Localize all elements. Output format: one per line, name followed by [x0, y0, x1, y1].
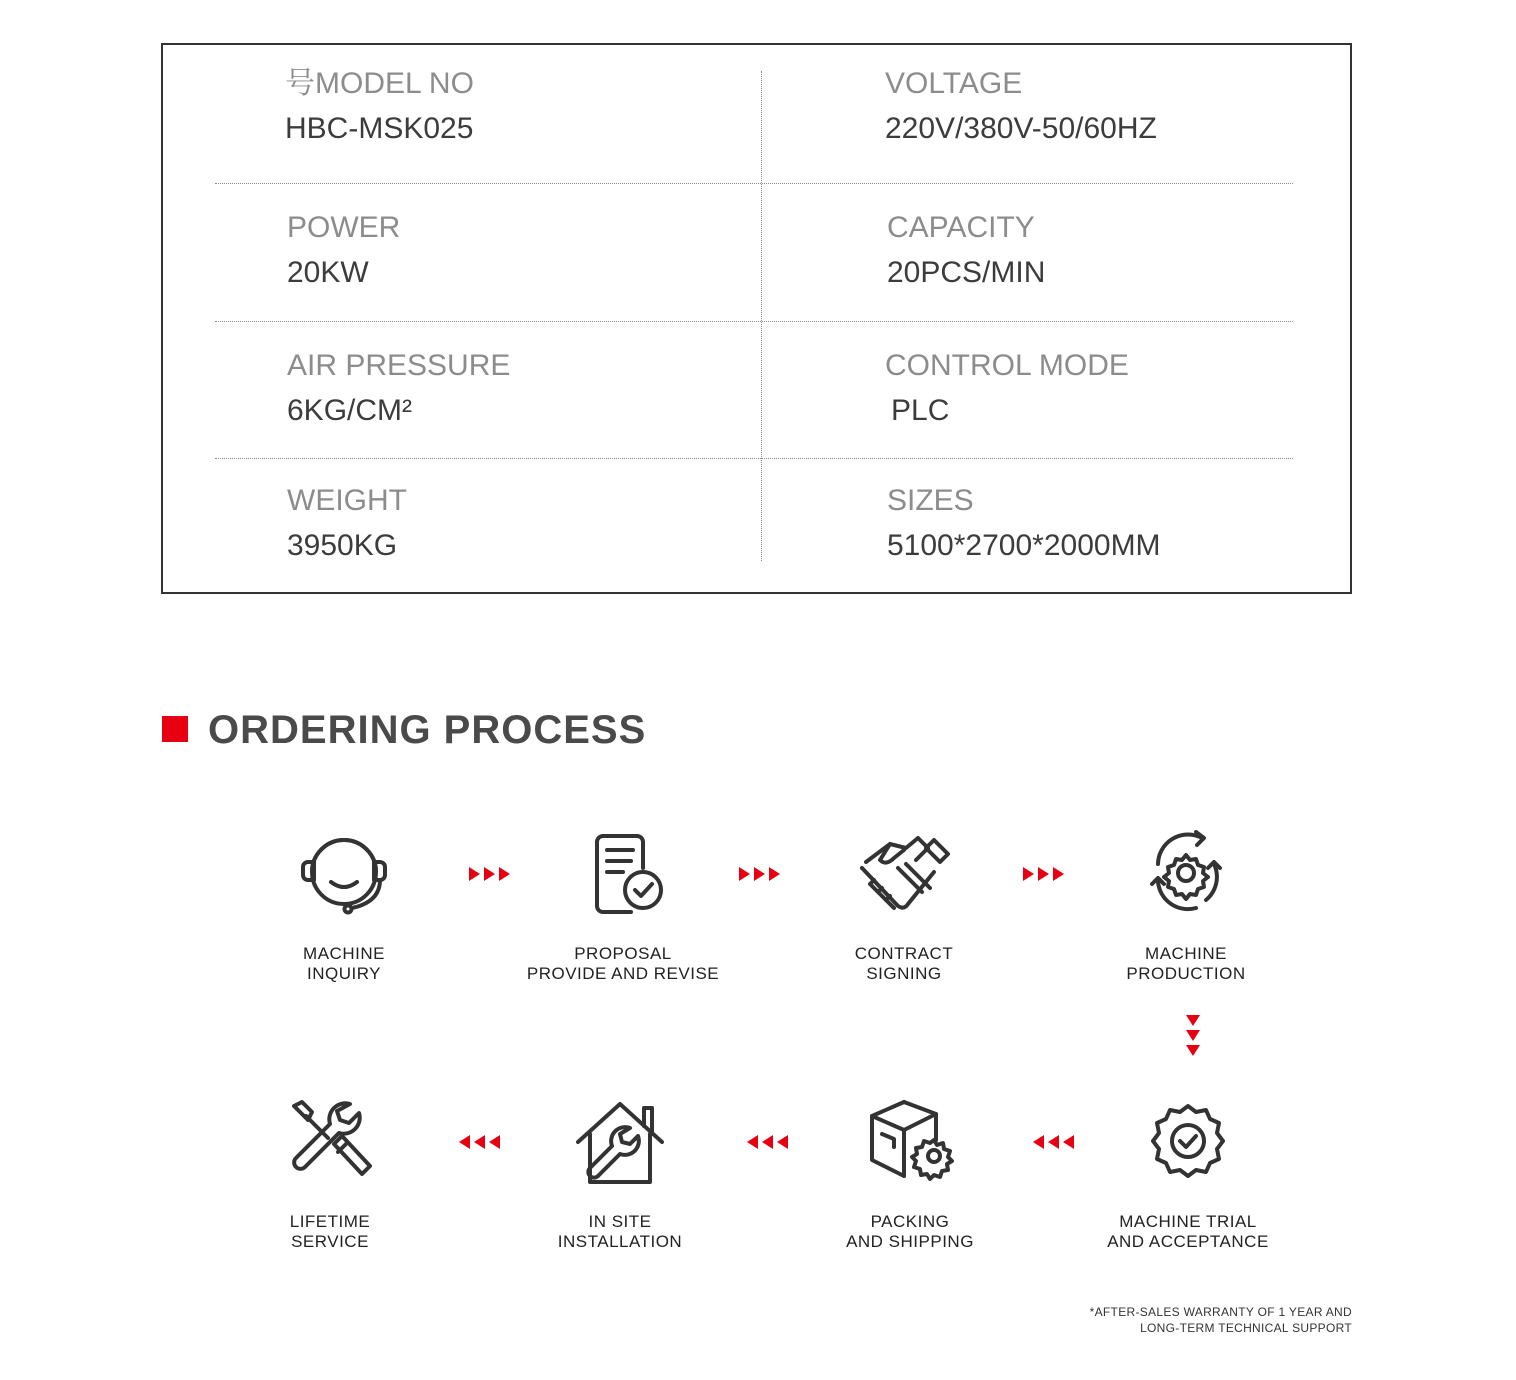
- spec-voltage: [885, 67, 1157, 146]
- spec-power: [287, 211, 400, 290]
- arrow-left-icon: [1033, 1135, 1075, 1149]
- step-contract-signing: [764, 828, 1044, 984]
- spec-label: 号MODEL NO: [285, 67, 474, 100]
- spec-value: PLC: [891, 394, 950, 427]
- spec-value: 220V/380V-50/60HZ: [885, 112, 1157, 145]
- spec-model: [285, 67, 474, 146]
- step-installation: [480, 1098, 760, 1252]
- arrow-down-icon: [1186, 1015, 1200, 1057]
- row-divider: [215, 321, 1293, 322]
- spec-label: AIR PRESSURE: [287, 349, 511, 382]
- step-machine-trial: [1048, 1098, 1328, 1252]
- house-wrench-icon: [570, 1098, 670, 1186]
- box-gear-icon: [860, 1098, 960, 1186]
- step-machine-inquiry: [204, 828, 484, 984]
- accent-square: [162, 716, 188, 742]
- spec-capacity: [887, 211, 1045, 290]
- spec-value: HBC-MSK025: [285, 112, 474, 145]
- row-divider: [215, 458, 1293, 459]
- section-title: ORDERING PROCESS: [208, 708, 647, 752]
- step-label: CONTRACT SIGNING: [854, 944, 954, 983]
- spec-sizes: [887, 484, 1161, 563]
- handshake-icon: [854, 828, 954, 918]
- headset-icon: [294, 828, 394, 918]
- specs-table: [161, 43, 1352, 594]
- spec-value: 3950KG: [287, 529, 398, 562]
- column-divider: [761, 71, 762, 561]
- badge-check-icon: [1138, 1098, 1238, 1186]
- spec-value: 20KW: [287, 256, 369, 289]
- row-divider: [215, 183, 1293, 184]
- spec-air-pressure: [287, 349, 510, 428]
- arrow-left-icon: [747, 1135, 789, 1149]
- tools-icon: [280, 1098, 380, 1186]
- spec-label: CONTROL MODE: [885, 349, 1129, 382]
- step-machine-production: [1046, 828, 1326, 984]
- step-label: PACKING AND SHIPPING: [846, 1212, 974, 1251]
- spec-label: POWER: [287, 211, 401, 244]
- arrow-right-icon: [739, 867, 781, 881]
- spec-label: VOLTAGE: [885, 67, 1023, 100]
- arrow-right-icon: [469, 867, 511, 881]
- step-label: PROPOSAL PROVIDE AND REVISE: [526, 944, 720, 983]
- spec-label: WEIGHT: [287, 484, 407, 517]
- step-label: MACHINE INQUIRY: [303, 944, 385, 983]
- arrow-left-icon: [459, 1135, 501, 1149]
- spec-label: CAPACITY: [887, 211, 1035, 244]
- spec-value: 6KG/CM²: [287, 394, 413, 427]
- spec-value: 20PCS/MIN: [887, 256, 1046, 289]
- spec-control-mode: [885, 349, 1129, 428]
- step-label: LIFETIME SERVICE: [289, 1212, 371, 1251]
- step-label: MACHINE TRIAL AND ACCEPTANCE: [1107, 1212, 1269, 1251]
- spec-weight: [287, 484, 407, 563]
- arrow-right-icon: [1023, 867, 1065, 881]
- warranty-note: *AFTER-SALES WARRANTY OF 1 YEAR AND LONG-TERM TECHNICAL SUPPORT: [1089, 1305, 1352, 1335]
- spec-label: SIZES: [887, 484, 974, 517]
- gear-cycle-icon: [1136, 828, 1236, 918]
- document-check-icon: [573, 828, 673, 918]
- step-packing: [770, 1098, 1050, 1252]
- step-label: IN SITE INSTALLATION: [557, 1212, 683, 1251]
- spec-value: 5100*2700*2000MM: [887, 529, 1161, 562]
- step-proposal: [483, 828, 763, 984]
- step-label: MACHINE PRODUCTION: [1126, 944, 1246, 983]
- step-lifetime-service: [190, 1098, 470, 1252]
